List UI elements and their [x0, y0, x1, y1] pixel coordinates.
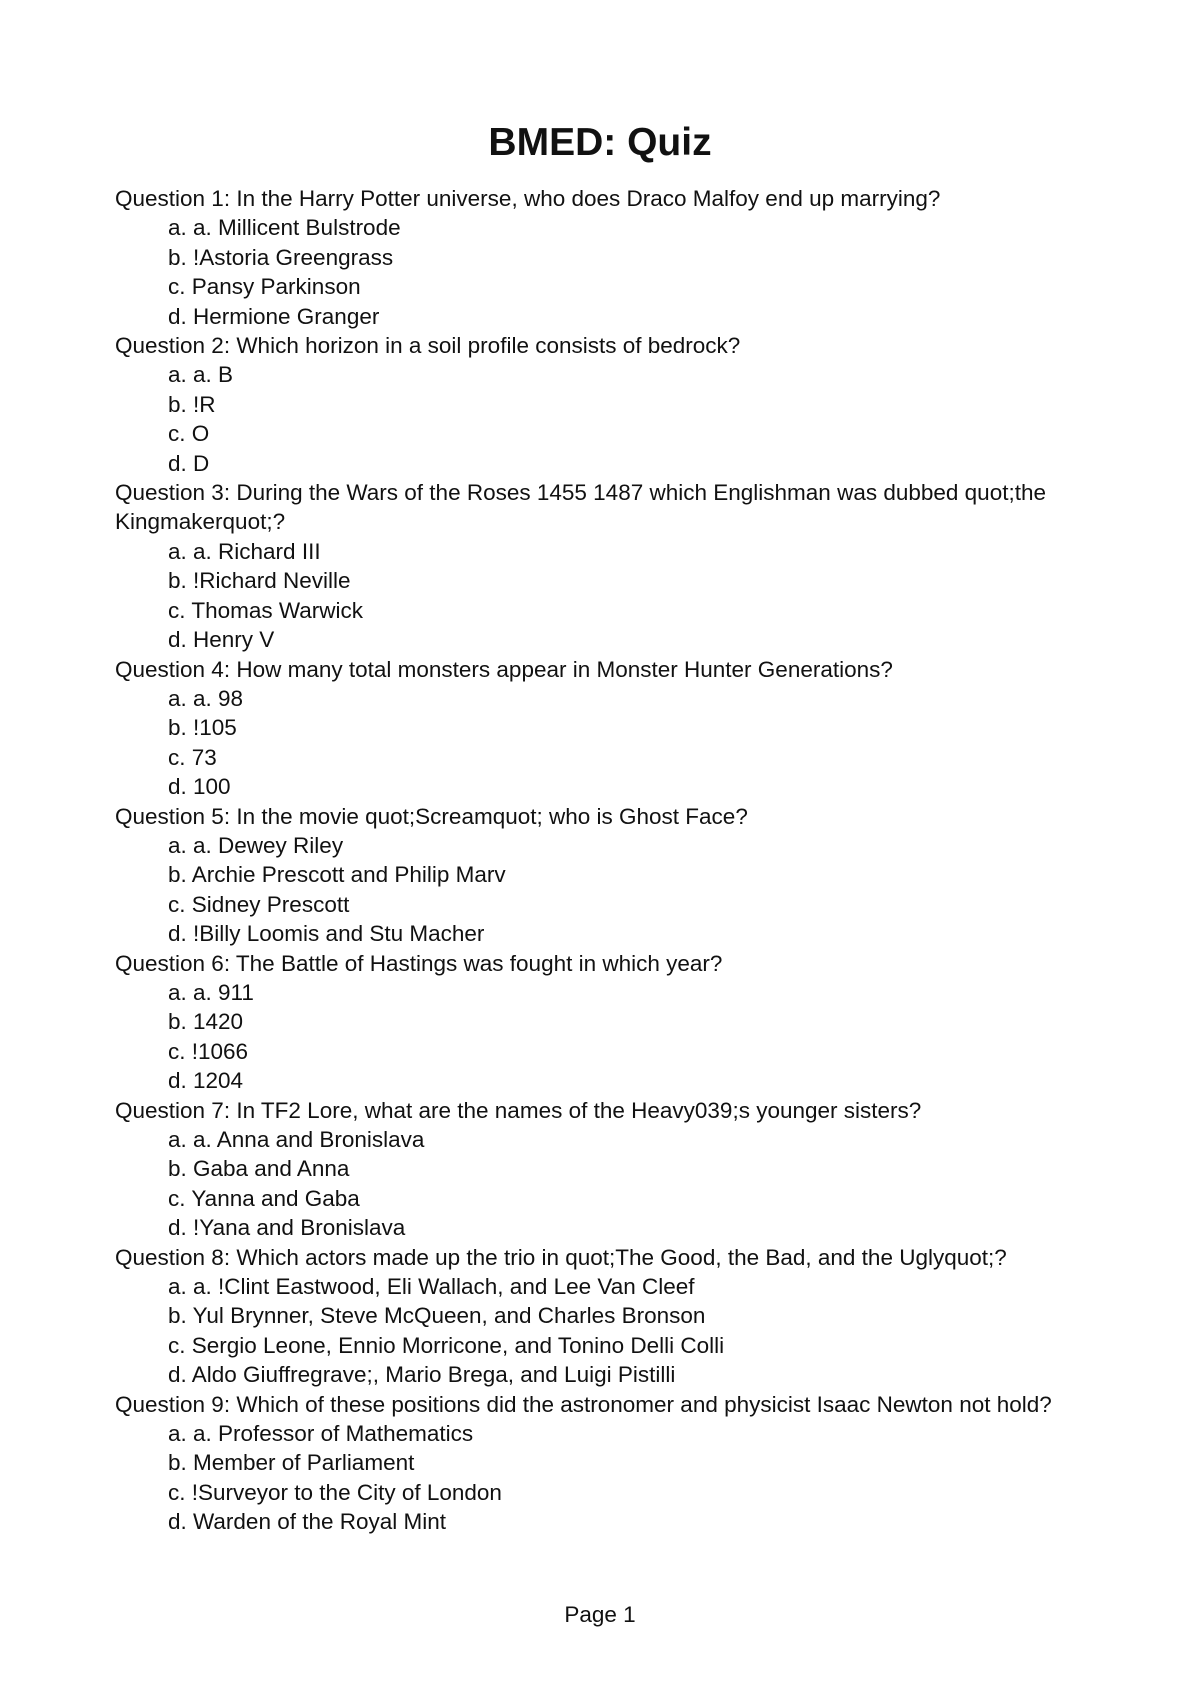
answer-option: d. Warden of the Royal Mint: [168, 1509, 447, 1535]
question-block: [115, 802, 1075, 949]
question-block: [115, 949, 1075, 1096]
question-block: [115, 655, 1075, 802]
answer-option: b. Yul Brynner, Steve McQueen, and Charles Bronson: [168, 1303, 706, 1329]
answer-option: b. 1420: [168, 1009, 244, 1035]
answer-option: d. Henry V: [168, 627, 275, 653]
answer-option: c. Sidney Prescott: [168, 891, 350, 917]
answer-option: c. Sergio Leone, Ennio Morricone, and Tonino Delli Colli: [168, 1332, 725, 1358]
answer-option: d. !Yana and Bronislava: [168, 1215, 406, 1241]
answer-option: d. !Billy Loomis and Stu Macher: [168, 921, 485, 947]
answer-options: [115, 1272, 1075, 1390]
answer-option: d. 100: [168, 774, 231, 800]
answer-option: b. Archie Prescott and Philip Marv: [168, 862, 506, 888]
answer-option: b. !Astoria Greengrass: [168, 244, 394, 270]
answer-options: [115, 360, 1075, 478]
question-text: Question 6: The Battle of Hastings was fought in which year?: [115, 950, 723, 976]
answer-options: [115, 1125, 1075, 1243]
question-text: Question 7: In TF2 Lore, what are the names of the Heavy039;s younger sisters?: [115, 1097, 922, 1123]
answer-option: d. Hermione Granger: [168, 303, 380, 329]
page-title: BMED: Quiz: [488, 121, 712, 164]
question-text: Question 9: Which of these positions did the astronomer and physicist Isaac Newton not hold?: [115, 1391, 1052, 1417]
quiz-list: [115, 184, 1075, 1537]
question-text: Question 1: In the Harry Potter universe, who does Draco Malfoy end up marrying?: [115, 186, 941, 211]
question-text: Question 2: Which horizon in a soil profile consists of bedrock?: [115, 333, 741, 359]
question-block: [115, 1096, 1075, 1243]
answer-option: c. O: [168, 421, 210, 447]
answer-option: a. a. Richard III: [168, 538, 321, 564]
answer-option: c. Pansy Parkinson: [168, 274, 361, 300]
answer-option: a. a. 911: [168, 979, 254, 1005]
answer-options: [115, 978, 1075, 1096]
answer-options: [115, 831, 1075, 949]
answer-options: [115, 1419, 1075, 1537]
answer-options: [115, 537, 1075, 655]
answer-option: a. a. 98: [168, 685, 244, 711]
answer-option: a. a. !Clint Eastwood, Eli Wallach, and Lee Van Cleef: [168, 1274, 695, 1300]
answer-option: a. a. Dewey Riley: [168, 832, 344, 858]
answer-options: [115, 684, 1075, 802]
question-block: [115, 184, 1075, 331]
answer-option: d. 1204: [168, 1068, 244, 1094]
answer-option: c. 73: [168, 744, 217, 770]
question-block: [115, 478, 1075, 654]
question-block: [115, 1243, 1075, 1390]
answer-option: b. Member of Parliament: [168, 1450, 415, 1476]
answer-option: a. a. Anna and Bronislava: [168, 1127, 425, 1152]
question-block: [115, 331, 1075, 478]
question-text: Question 5: In the movie quot;Screamquot; who is Ghost Face?: [115, 803, 748, 829]
question-block: [115, 1390, 1075, 1537]
question-text: Question 8: Which actors made up the trio in quot;The Good, the Bad, and the Uglyquot;?: [115, 1244, 1007, 1270]
answer-option: c. Yanna and Gaba: [168, 1185, 360, 1211]
answer-option: a. a. Professor of Mathematics: [168, 1421, 474, 1447]
answer-option: c. !1066: [168, 1038, 249, 1064]
answer-option: b. Gaba and Anna: [168, 1156, 350, 1182]
answer-option: b. !105: [168, 715, 237, 741]
answer-options: [115, 213, 1075, 331]
answer-option: b. !Richard Neville: [168, 568, 351, 594]
answer-option: a. a. Millicent Bulstrode: [168, 215, 401, 241]
answer-option: d. D: [168, 450, 210, 476]
page-number: Page 1: [564, 1602, 636, 1627]
answer-option: b. !R: [168, 391, 216, 417]
question-text: Question 3: During the Wars of the Roses 1455 1487 which Englishman was dubbed quot;the Kingmakerquot;?: [115, 480, 1046, 535]
answer-option: d. Aldo Giuffregrave;, Mario Brega, and Luigi Pistilli: [168, 1362, 676, 1388]
answer-option: a. a. B: [168, 362, 234, 388]
question-text: Question 4: How many total monsters appear in Monster Hunter Generations?: [115, 656, 893, 682]
answer-option: c. !Surveyor to the City of London: [168, 1479, 502, 1505]
answer-option: c. Thomas Warwick: [168, 597, 364, 623]
